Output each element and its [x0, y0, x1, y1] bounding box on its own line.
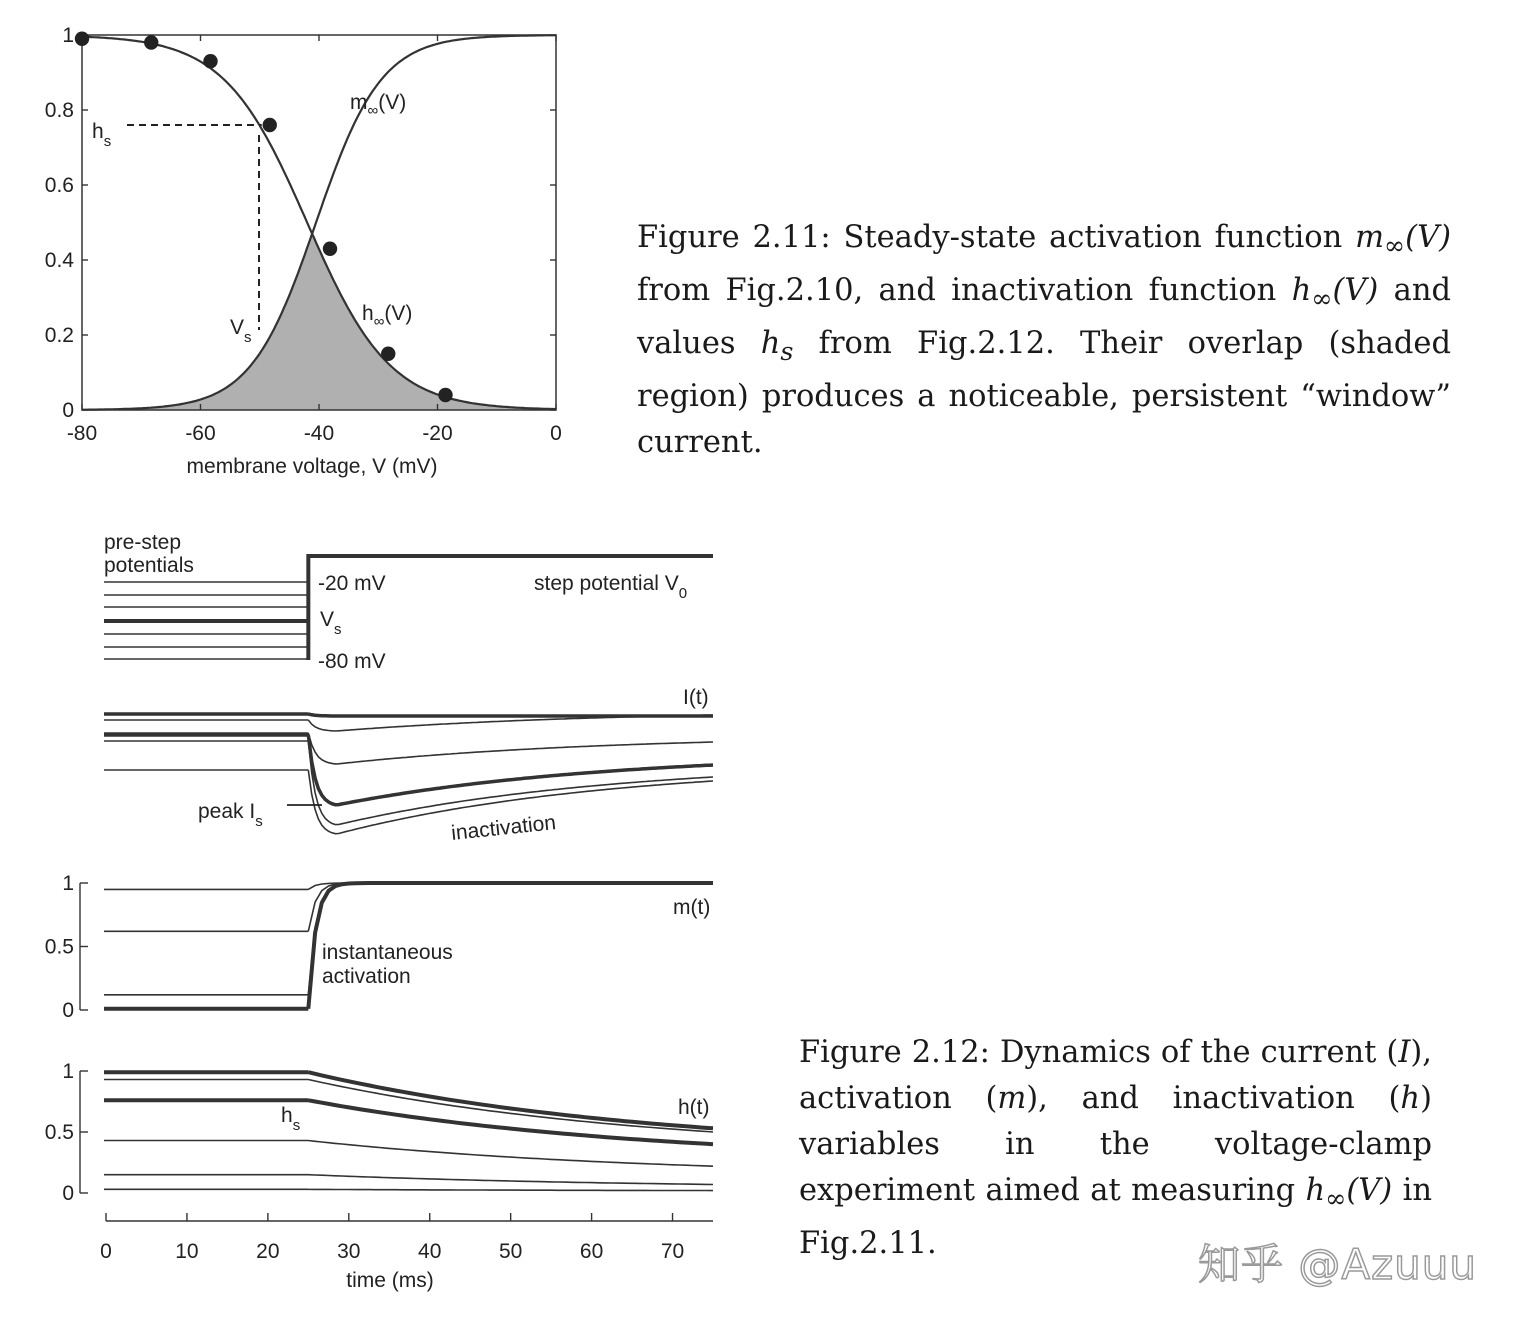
y-tick-label: 0.6	[44, 174, 74, 197]
x-tick-label: -60	[185, 422, 216, 445]
instantaneous-label-1: instantaneous	[322, 941, 453, 964]
inactivation-panel	[45, 1060, 713, 1292]
steady-state-chart	[45, 24, 562, 478]
vs-step-label: $V_s$	[320, 608, 342, 638]
time-tick-label: 30	[337, 1240, 361, 1263]
y-tick-label: 0.8	[44, 99, 74, 122]
x-axis-label: membrane voltage, V (mV)	[186, 455, 438, 478]
hs-data-point	[144, 35, 158, 49]
top-potential-label: -20 mV	[318, 572, 386, 595]
m-inf-label: $m_\infty(V)$	[350, 91, 407, 119]
x-tick-label: -40	[303, 422, 335, 445]
time-tick-label: 60	[579, 1240, 604, 1263]
y-tick-label: 0	[62, 399, 74, 422]
hs-data-point	[323, 242, 337, 256]
inactivation-traces	[104, 1072, 713, 1190]
current-label: I(t)	[683, 686, 709, 709]
current-panel	[104, 686, 713, 845]
h-y-tick-label: 0.5	[44, 1121, 74, 1144]
time-tick-label: 0	[100, 1240, 112, 1263]
m-t-label: m(t)	[673, 896, 711, 919]
m-y-tick-label: 1	[62, 872, 74, 895]
time-tick-label: 10	[175, 1240, 199, 1263]
activation-panel	[45, 872, 713, 1022]
instantaneous-label-2: activation	[322, 965, 411, 988]
x-tick-label: -80	[66, 422, 98, 445]
hs-data-point	[438, 388, 452, 402]
current-trace	[104, 733, 713, 764]
h-y-tick-label: 0	[62, 1182, 74, 1205]
time-tick-label: 40	[418, 1240, 442, 1263]
step-potential-label: step potential $V_0$	[534, 572, 688, 602]
x-tick-label: -20	[422, 422, 453, 445]
current-trace	[104, 770, 713, 834]
window-shaded-region	[82, 234, 556, 410]
time-axis-label: time (ms)	[346, 1269, 434, 1292]
current-traces	[104, 714, 713, 834]
pre-step-label-2: potentials	[104, 554, 194, 577]
figure-2-11-caption: Figure 2.11: Steady-state activation function $m_\infty(V)$ from Fig.2.10, and inactivation function $h_\infty(V)$ and values $h_s$ from Fig.2.12. Their overlap (shaded region) produces a noticeable, persistent “window” current.	[637, 220, 1451, 461]
zhihu-watermark: 知乎 @Azuuu	[1198, 1240, 1477, 1289]
y-tick-label: 1	[62, 24, 74, 47]
vs-label: $V_s$	[230, 316, 252, 346]
inactivation-label: inactivation	[450, 811, 558, 845]
hs-label: $h_s$	[92, 120, 112, 150]
time-tick-label: 50	[498, 1240, 523, 1263]
current-trace	[104, 741, 713, 825]
bottom-potential-label: -80 mV	[318, 650, 386, 673]
h-inf-label: $h_\infty(V)$	[362, 302, 413, 330]
h-t-label: h(t)	[678, 1096, 710, 1119]
time-axis	[100, 1213, 713, 1263]
hs-trace-label: $h_s$	[281, 1104, 301, 1134]
activation-trace	[104, 883, 713, 931]
h-y-tick-label: 1	[62, 1060, 74, 1083]
inactivation-trace	[104, 1080, 713, 1133]
m-y-tick-label: 0.5	[44, 935, 74, 959]
y-tick-label: 0.2	[44, 324, 74, 347]
hs-data-point	[203, 54, 217, 68]
m-y-tick-label: 0	[62, 999, 74, 1022]
time-tick-label: 70	[660, 1240, 685, 1263]
y-tick-label: 0.4	[44, 249, 74, 272]
m-axis	[45, 872, 88, 1022]
inactivation-trace	[104, 1189, 713, 1190]
x-tick-label: 0	[550, 422, 562, 445]
hs-data-point	[263, 118, 277, 132]
figure-2-12-caption: Figure 2.12: Dynamics of the current (I), activation (m), and inactivation (h) variables in the voltage-clamp experiment aimed at measuring $h_\infty(V)$ in Fig.2.11.	[799, 1035, 1433, 1262]
current-trace	[104, 714, 713, 716]
hs-data-point	[381, 347, 395, 361]
pre-step-label-1: pre-step	[104, 531, 182, 554]
time-tick-label: 20	[256, 1240, 280, 1263]
inactivation-trace	[104, 1141, 713, 1167]
voltage-panel	[104, 531, 713, 673]
h-axis	[45, 1060, 88, 1205]
inactivation-trace	[104, 1175, 713, 1185]
peak-label: peak $I_s$	[198, 800, 263, 830]
hs-data-point	[75, 32, 89, 46]
